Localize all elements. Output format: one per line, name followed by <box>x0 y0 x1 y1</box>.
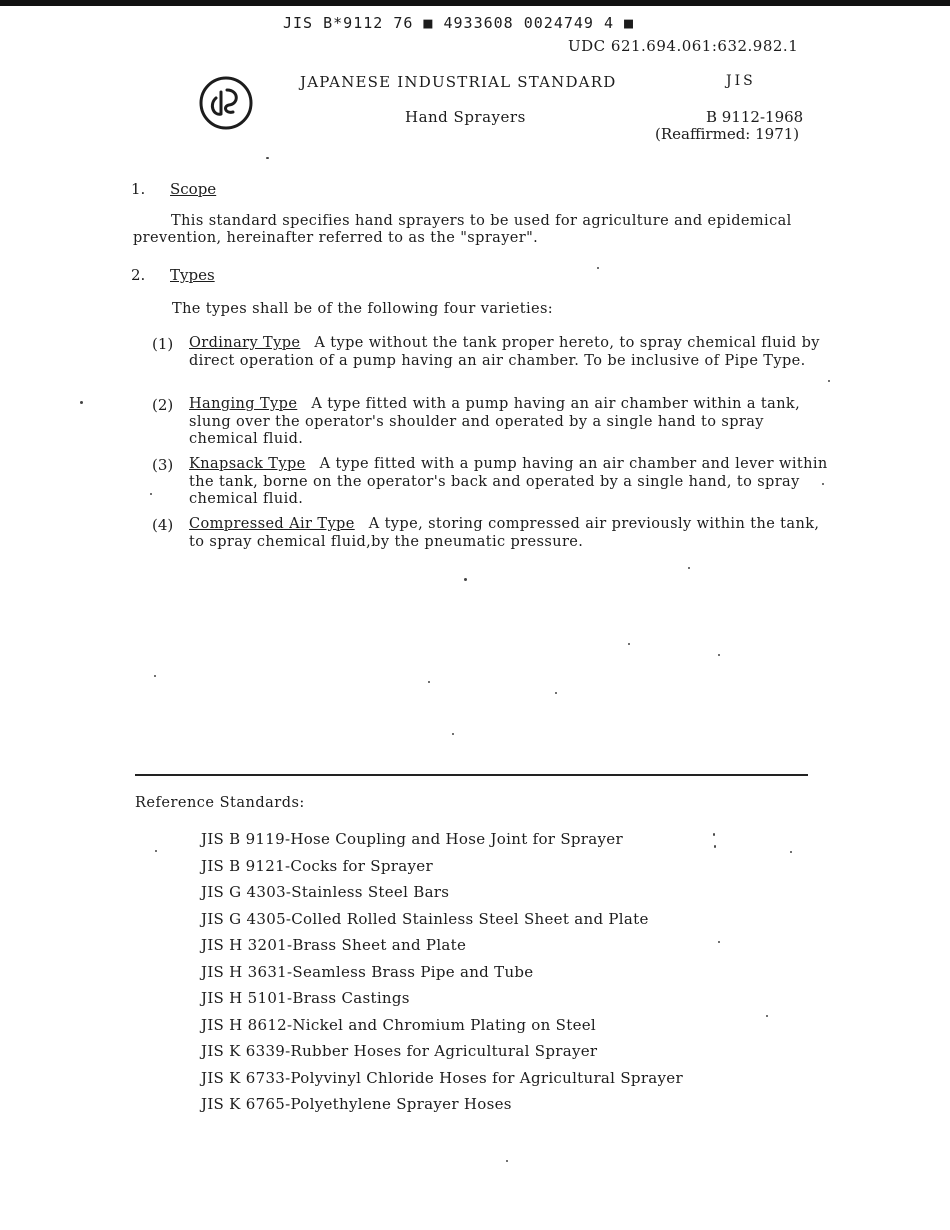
top-border <box>0 0 950 6</box>
scan-speckle <box>766 1015 768 1017</box>
scan-speckle <box>822 483 824 485</box>
type-item-number: (4) <box>152 516 174 534</box>
type-item-text: A type fitted with a pump having an air chamber and lever within the tank, borne on the operator's back and operated by a single hand, to spray chemical fluid. <box>189 456 828 507</box>
scan-speckle <box>464 578 467 581</box>
scan-speckle <box>428 681 430 683</box>
reference-standard-item: JIS K 6339-Rubber Hoses for Agricultural Sprayer <box>201 1042 598 1060</box>
type-item-text: A type fitted with a pump having an air chamber within a tank, slung over the operator's shoulder and operated by a single hand to spray chemical fluid. <box>189 396 801 447</box>
jis-logo-icon <box>197 74 255 132</box>
type-item-term: Compressed Air Type <box>189 516 355 532</box>
scan-speckle <box>506 1160 508 1162</box>
reference-standard-item: JIS H 5101-Brass Castings <box>201 989 410 1007</box>
type-item-number: (2) <box>152 396 174 414</box>
udc-classification: UDC 621.694.061:632.982.1 <box>568 37 799 55</box>
standard-number: B 9112-1968 <box>706 108 804 126</box>
type-item-term: Knapsack Type <box>189 456 306 472</box>
footnote-divider <box>135 774 808 776</box>
reference-standard-item: JIS B 9121-Cocks for Sprayer <box>201 856 433 875</box>
reference-standard-item: JIS B 9119-Hose Coupling and Hose Joint for Sprayer <box>201 830 623 848</box>
reference-standard-item: JIS H 3631-Seamless Brass Pipe and Tube <box>201 962 534 981</box>
type-item-term: Ordinary Type <box>189 335 301 351</box>
type-item-body <box>189 396 829 449</box>
document-code-line: JIS B*9112 76 ■ 4933608 0024749 4 ■ <box>283 14 635 32</box>
scan-speckle <box>452 733 454 735</box>
scan-speckle <box>718 941 720 943</box>
scan-speckle <box>713 833 715 836</box>
scan-speckle <box>688 567 690 569</box>
type-item-body <box>189 335 829 370</box>
type-item-number: (3) <box>152 456 174 474</box>
scan-speckle <box>80 401 83 404</box>
reference-standard-item: JIS H 3201-Brass Sheet and Plate <box>201 936 467 954</box>
section-types-number: 2. <box>131 266 146 284</box>
types-intro: The types shall be of the following four varieties: <box>172 301 554 317</box>
reference-standards-list <box>201 829 683 1121</box>
type-item-text: A type, storing compressed air previously within the tank, to spray chemical fluid,by the pneumatic pressure. <box>189 516 820 550</box>
reference-standard-item: JIS K 6733-Polyvinyl Chloride Hoses for Agricultural Sprayer <box>201 1068 683 1087</box>
organization-name: JAPANESE INDUSTRIAL STANDARD <box>300 73 617 91</box>
reference-standards-heading: Reference Standards: <box>135 795 305 811</box>
scan-speckle <box>718 654 720 656</box>
type-item-number: (1) <box>152 335 174 353</box>
scan-speckle <box>154 675 156 677</box>
scan-speckle <box>828 380 830 382</box>
jis-mark: JIS <box>726 73 756 89</box>
type-item-body <box>189 456 829 509</box>
scan-speckle <box>155 850 157 852</box>
reference-standard-item: JIS K 6765-Polyethylene Sprayer Hoses <box>201 1095 512 1113</box>
section-scope-title: Scope <box>170 180 217 198</box>
scan-speckle <box>150 493 152 495</box>
section-scope-number: 1. <box>131 180 146 198</box>
reference-standard-item: JIS H 8612-Nickel and Chromium Plating on Steel <box>201 1015 597 1034</box>
reference-standard-item: JIS G 4303-Stainless Steel Bars <box>201 883 450 901</box>
scope-paragraph: This standard specifies hand sprayers to be used for agriculture and epidemical prevention, hereinafter referred to as the "sprayer". <box>133 213 792 246</box>
scan-speckle <box>597 267 599 269</box>
reaffirmed-date: (Reaffirmed: 1971) <box>655 125 800 143</box>
section-types-title: Types <box>170 266 215 284</box>
scan-speckle <box>266 157 269 159</box>
type-item-text: A type without the tank proper hereto, to spray chemical fluid by direct operation of a pump having an air chamber. To be inclusive of Pipe Type. <box>189 335 820 369</box>
reference-standard-item: JIS G 4305-Colled Rolled Stainless Steel Sheet and Plate <box>201 909 649 928</box>
scan-speckle <box>790 851 792 853</box>
scan-speckle <box>555 692 557 694</box>
scan-speckle <box>714 845 716 848</box>
document-title: Hand Sprayers <box>405 108 526 126</box>
type-item-term: Hanging Type <box>189 396 298 412</box>
scan-speckle <box>628 643 630 645</box>
type-item-body <box>189 516 829 551</box>
